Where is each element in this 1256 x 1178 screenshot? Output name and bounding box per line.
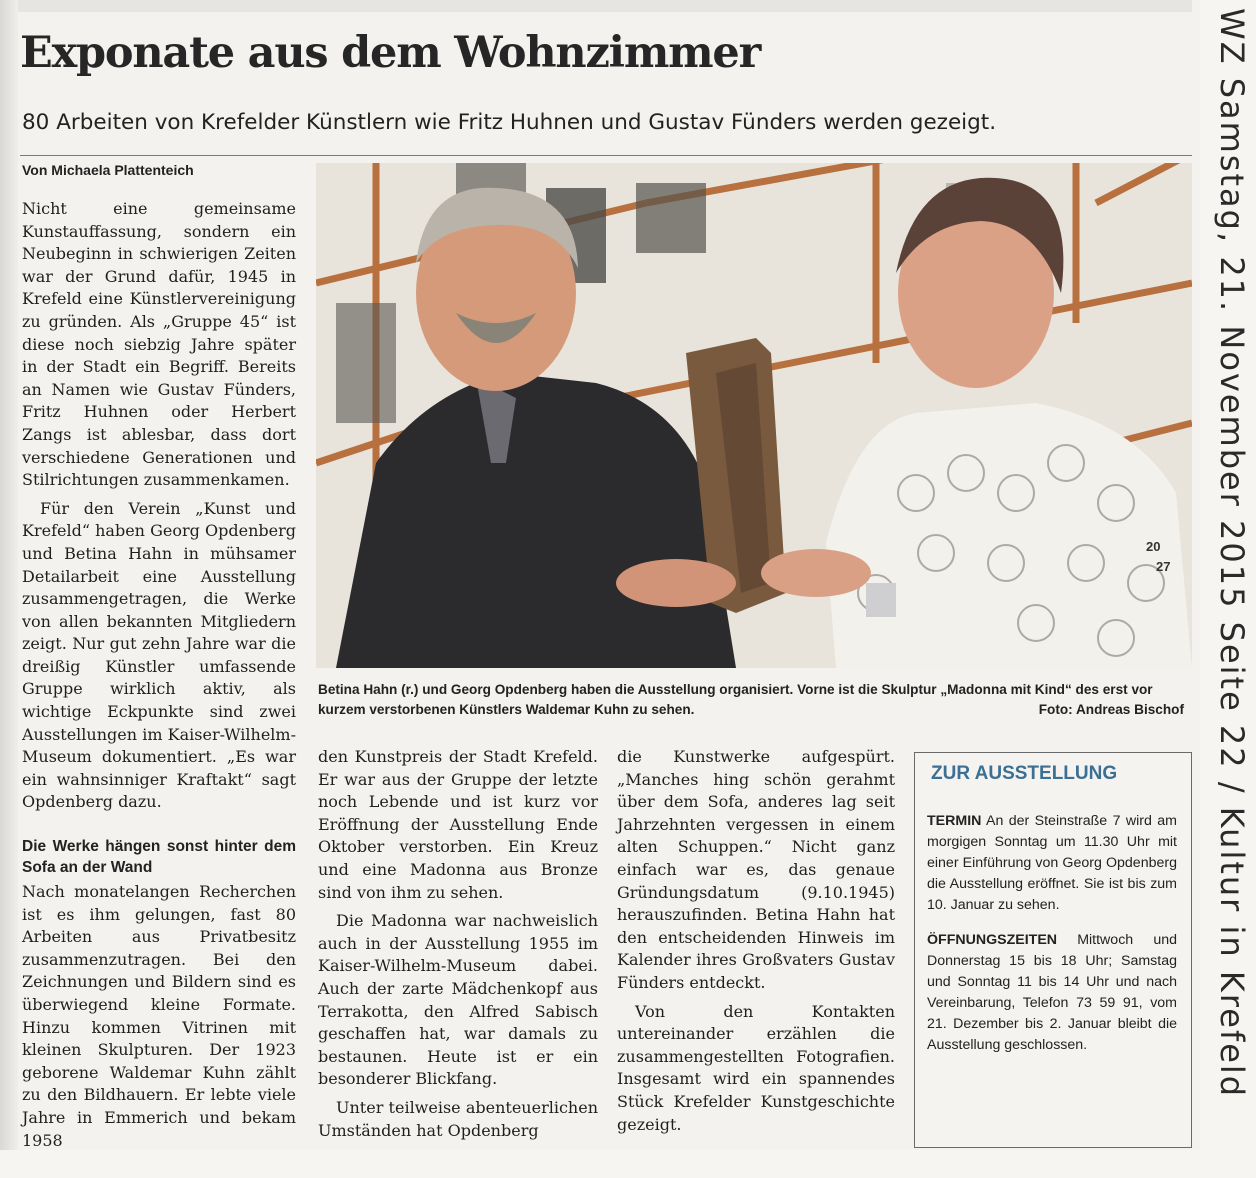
handwritten-note: WZ Samstag, 21. November 2015 Seite 22 / Kultur in Krefeld <box>1213 8 1251 1099</box>
paragraph: Von den Kontakten untereinander erzählen die zusammengestellten Fotografien. Insgesamt wird ein spannendes Stück Krefelder Kunstgeschichte gezeigt. <box>617 1001 895 1134</box>
caption-text: Betina Hahn (r.) und Georg Opdenberg haben die Ausstellung organisiert. Vorne ist die Skulptur „Madonna mit Kind“ des erst vor kurzem verstorbenen Künstlers Waldemar Kuhn zu sehen. <box>318 682 1153 717</box>
info-box-title: ZUR AUSSTELLUNG <box>931 763 1118 784</box>
termin-label: TERMIN <box>927 813 982 829</box>
paragraph: den Kunstpreis der Stadt Krefeld. Er war aus der Gruppe der letzte noch Lebende und ist kurz vor Eröffnung der Ausstellung Ende Oktober verstorben. Ein Kreuz und eine Madonna aus Bronze sind von ihm zu sehen. <box>318 747 598 902</box>
info-oeffnungszeiten <box>927 930 1177 1056</box>
byline: Von Michaela Plattenteich <box>22 162 194 178</box>
info-termin <box>927 811 1177 916</box>
photo-number-27: 27 <box>1156 559 1171 574</box>
info-box-body <box>927 811 1177 1070</box>
article-column-2 <box>318 746 598 1148</box>
paragraph: Unter teilweise abenteuerlichen Umständen hat Opdenberg <box>318 1097 598 1140</box>
paragraph: Nach monatelangen Recherchen ist es ihm gelungen, fast 80 Arbeiten aus Privatbesitz zusammenzutragen. Bei den Zeichnungen und Bildern sind es überwiegend kleine Formate. Hinzu kommen Vitrinen mit kleinen Skulpturen. Der 1923 geborene Waldemar Kuhn zählt zu den Bildhauern. Er lebte viele Jahre in Emmerich und bekam 1958 <box>22 882 296 1150</box>
neighbor-column-bleed <box>0 0 18 1150</box>
paragraph: die Kunstwerke aufgespürt. „Manches hing schön gerahmt über dem Sofa, anderes lag seit Jahrzehnten vergessen in einem alten Schuppen.“ Nicht ganz einfach war es, das genaue Gründungsdatum (9.10.1945) herauszufinden. Betina Hahn hat den entscheidenden Hinweis im Kalender ihres Großvaters Gustav Fünders entdeckt. <box>617 747 895 992</box>
photo-illustration <box>316 163 1192 668</box>
photo-caption <box>318 680 1192 720</box>
divider-rule <box>20 155 1192 156</box>
termin-text: An der Steinstraße 7 wird am morgigen Sonntag um 11.30 Uhr mit einer Einführung von Georg Opdenberg die Ausstellung eröffnet. Sie ist bis zum 10. Januar zu sehen. <box>927 813 1177 913</box>
oeffnung-label: ÖFFNUNGSZEITEN <box>927 932 1058 948</box>
paragraph: Für den Verein „Kunst und Krefeld“ haben Georg Opdenberg und Betina Hahn in mühsamer Detailarbeit eine Ausstellung zusammengetragen, die Werke von allen bekannten Mitgliedern zeigt. Nur gut zehn Jahre war die dreißig Künstler umfassende Gruppe wirklich aktiv, als wichtige Eckpunkte sind zwei Ausstellungen im Kaiser-Wilhelm-Museum dokumentiert. „Es war ein wahnsinniger Kraftakt“ sagt Opdenberg dazu. <box>22 498 296 812</box>
article-column-3 <box>617 746 895 1142</box>
headline: Exponate aus dem Wohnzimmer <box>20 28 761 78</box>
handwritten-annotation <box>1203 2 1253 1172</box>
article-column-1 <box>22 198 296 1158</box>
subheadline: 80 Arbeiten von Krefelder Künstlern wie Fritz Huhnen und Gustav Fünders werden gezeigt. <box>22 110 997 135</box>
photo-credit: Foto: Andreas Bischof <box>1038 702 1184 717</box>
paragraph: Die Madonna war nachweislich auch in der Ausstellung 1955 im Kaiser-Wilhelm-Museum dabei. Auch der zarte Mädchenkopf aus Terrakotta, den Alfred Sabisch geschaffen hat, war damals zu bestaunen. Heute ist er ein besonderer Blickfang. <box>318 911 598 1089</box>
paragraph: Nicht eine gemeinsame Kunstauffassung, sondern ein Neubeginn in schwierigen Zeiten war der Grund dafür, 1945 in Krefeld eine Künstlervereinigung zu gründen. Als „Gruppe 45“ ist diese noch siebzig Jahre später in der Stadt ein Begriff. Bereits an Namen wie Gustav Fünders, Fritz Huhnen oder Herbert Zangs ist ablesbar, dass dort verschiedene Generationen und Stilrichtungen zusammenkamen. <box>22 199 296 490</box>
info-box <box>914 752 1192 1148</box>
section-subheading: Die Werke hängen sonst hinter dem Sofa an der Wand <box>22 838 296 877</box>
oeffnung-text: Mittwoch und Donnerstag 15 bis 18 Uhr; Samstag und Sonntag 11 bis 14 Uhr und nach Vereinbarung, Telefon 73 59 91, vom 21. Dezember bis 2. Januar bleibt die Ausstellung geschlossen. <box>927 932 1177 1053</box>
top-bleed-strip <box>18 0 1192 12</box>
photo-number-20: 20 <box>1146 539 1161 554</box>
article-photo <box>316 163 1192 668</box>
